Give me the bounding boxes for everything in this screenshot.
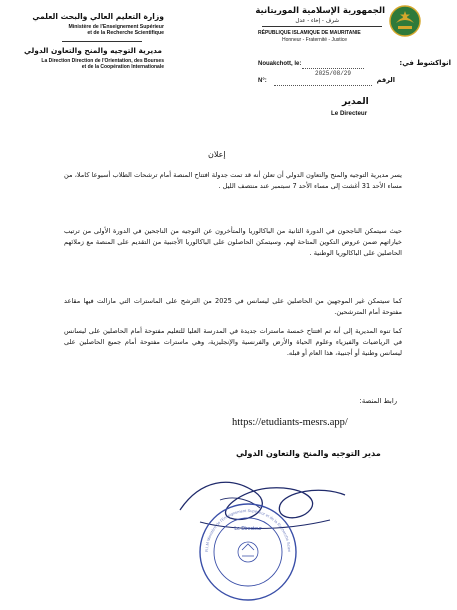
number-label-ar: الرقم — [376, 76, 395, 84]
signature-title: مدير التوجيه والمنح والتعاون الدولي — [236, 448, 381, 458]
link-label: رابط المنصة: — [359, 397, 397, 405]
ministry-name-fr-line1: Ministère de l'Enseignement Supérieur — [68, 24, 164, 30]
direction-name-fr — [4, 58, 164, 71]
place-label-ar: انواكشوط في: — [399, 59, 451, 67]
ministry-name-fr — [22, 24, 164, 37]
paragraph-4: كما تنوه المديرية إلى أنه تم افتتاح خمسة ماسترات جديدة في المدرسة العليا للتعليم مفتوحة أمام الحاصلين على ليسانس في الرياضيات والفيزياء وعلوم الحياة والأرض والفرنسية والإنجليزية، وهي ماسترات مفتوحة أمام جميع الحاصلين على ليسانس وطنية أو أجنبية، هذا العام أو قبله. — [64, 327, 402, 357]
ministry-name-fr-line2: et de la Recherche Scientifique — [87, 30, 164, 37]
number-field — [274, 77, 372, 86]
header-divider — [262, 26, 382, 27]
ministry-name-ar: وزارة التعليم العالي والبحث العلمي — [32, 12, 164, 21]
ministry-divider — [62, 41, 142, 42]
number-label-fr: N°: — [258, 78, 267, 84]
motto-ar: شرف - إخاء - عدل — [295, 18, 339, 24]
place-label-fr: Nouakchott, le: — [258, 61, 302, 67]
official-stamp — [196, 500, 300, 604]
direction-name-fr-line1: La Direction Direction de l'Orientation, des Bourses — [41, 58, 164, 64]
motto-fr: Honneur - Fraternité - Justice — [282, 37, 348, 43]
director-title-ar: المدير — [342, 97, 369, 107]
national-emblem-icon — [388, 4, 422, 38]
direction-name-ar: مديرية التوجيه والمنح والتعاون الدولي — [24, 46, 162, 55]
paragraph-2: حيث سيتمكن الناجحون في الدورة الثانية من الباكالوريا والمتأخرون عن التوجيه من الناجحين في الدورة الأولى من ترتيب خياراتهم ضمن عروض التكوين المتاحة لهم. وسيتمكن الحاصلون على الباكالوريا الأجنبية من التقديم على المنصة مع زملائهم الحاصلين على الباكالوريا الوطنية . — [64, 227, 402, 257]
paragraph-1: يسر مديرية التوجيه والمنح والتعاون الدولي أن تعلن أنه قد تمت جدولة افتتاح المنصة أمام ترشحات الطلاب أسبوعا كاملا، من مساء الأحد 31 أغشت إلى مساء الأحد 7 سبتمبر عند منتصف الليل . — [64, 171, 402, 190]
direction-name-fr-line2: et de la Coopération Internationale — [81, 64, 164, 71]
stamp-center-text: Le Directeur — [234, 526, 262, 532]
republic-name-fr: RÉPUBLIQUE ISLAMIQUE DE MAURITANIE — [258, 30, 361, 36]
paragraph-3: كما سيتمكن غير الموجهين من الحاصلين على ليسانس في 2025 من الترشح على الماسترات التي مازالت فيها مقاعد مفتوحة أمام المترشحين. — [64, 297, 402, 316]
stamp-ring-text: R.I.M Ministère de l'Enseignement Supérieur et de la Recherche Scien — [203, 507, 293, 553]
date-field — [302, 60, 364, 77]
republic-name-ar: الجمهورية الإسلامية الموريتانية — [255, 6, 385, 16]
director-title-fr: Le Directeur — [331, 110, 368, 117]
announcement-title: إعلان — [208, 150, 226, 159]
date-value: 2025/08/29 — [314, 70, 351, 77]
platform-link[interactable]: https://etudiants-mesrs.app/ — [232, 417, 348, 428]
